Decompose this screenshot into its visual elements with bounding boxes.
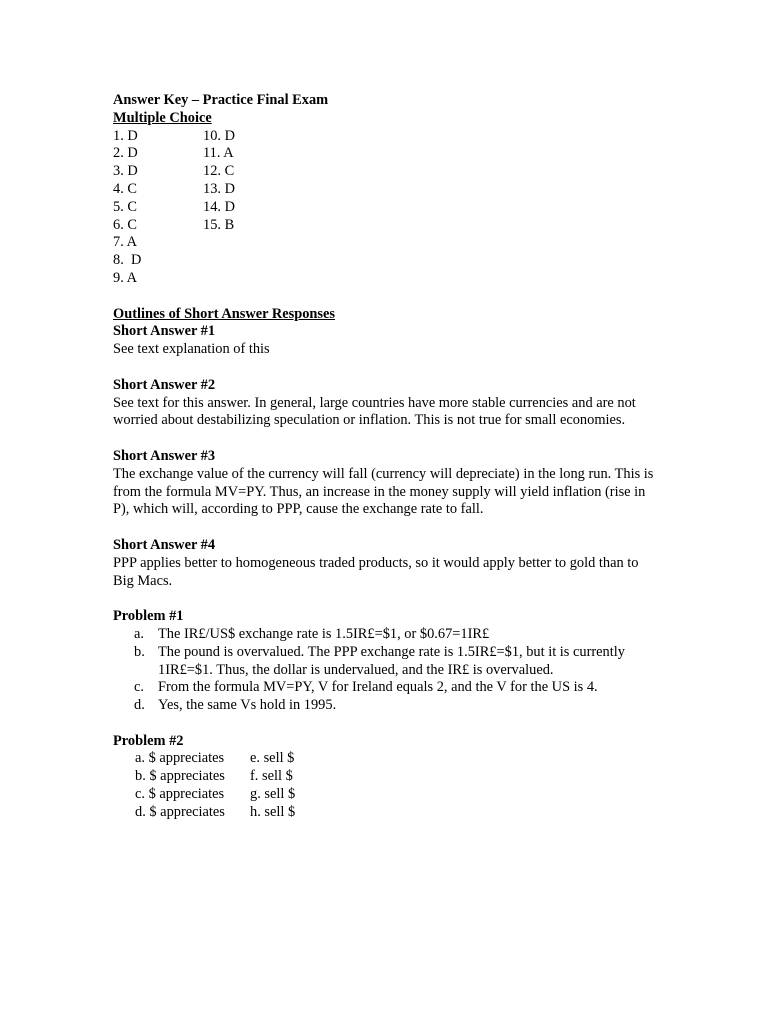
mc-answer: 2. D <box>113 145 138 162</box>
mc-row <box>113 128 673 146</box>
mc-answer: 6. C <box>113 216 137 233</box>
short-answer-4 <box>113 537 673 590</box>
item-text: Yes, the same Vs hold in 1995. <box>158 697 337 714</box>
mc-answer: 9. A <box>113 269 137 286</box>
short-answer-text: See text for this answer. In general, large countries have more stable currencies and are not worried about destabilizing speculation or inflation. This is not true for small economies. <box>113 394 636 429</box>
p2-answer: c. $ appreciates <box>135 786 225 803</box>
item-text: The pound is overvalued. The PPP exchange rate is 1.5IR£=$1, but it is currently 1IR£=$1. Thus, the dollar is undervalued, and the IR£ is overvalued. <box>158 643 625 678</box>
mc-answer: 3. D <box>113 163 138 180</box>
short-answer-text: See text explanation of this <box>113 341 270 358</box>
short-answer-text: PPP applies better to homogeneous traded products, so it would apply better to gold than to Big Macs. <box>113 554 639 589</box>
multiple-choice-heading: Multiple Choice <box>113 109 212 126</box>
short-answer-2 <box>113 377 673 430</box>
mc-answer: 13. D <box>203 180 235 197</box>
mc-answer: 10. D <box>203 127 235 144</box>
mc-answer: 15. B <box>203 216 235 233</box>
mc-row <box>113 181 673 199</box>
p2-answer: e. sell $ <box>250 750 295 767</box>
item-text: From the formula MV=PY, V for Ireland equals 2, and the V for the US is 4. <box>158 679 598 696</box>
list-item <box>113 626 673 644</box>
item-text: The IR£/US$ exchange rate is 1.5IR£=$1, or $0.67=1IR£ <box>158 625 490 642</box>
mc-row <box>113 145 673 163</box>
short-answer-title: Short Answer #2 <box>113 376 216 393</box>
item-letter: d. <box>134 697 145 714</box>
list-item <box>113 644 673 680</box>
mc-answer: 7. A <box>113 234 137 251</box>
p2-answer: b. $ appreciates <box>135 768 225 785</box>
short-answer-title: Short Answer #4 <box>113 536 216 553</box>
mc-answer: 4. C <box>113 180 137 197</box>
mc-row <box>113 163 673 181</box>
mc-answer: 5. C <box>113 198 137 215</box>
short-answer-title: Short Answer #3 <box>113 447 216 464</box>
document-title: Answer Key – Practice Final Exam <box>113 92 329 108</box>
short-answer-3 <box>113 448 673 519</box>
mc-row <box>113 199 673 217</box>
short-answers-heading: Outlines of Short Answer Responses <box>113 305 336 322</box>
problem-title: Problem #2 <box>113 732 184 749</box>
item-letter: c. <box>134 679 144 696</box>
mc-row <box>113 252 673 270</box>
p2-answer: a. $ appreciates <box>135 750 225 767</box>
problem-title: Problem #1 <box>113 608 184 625</box>
mc-row <box>113 217 673 235</box>
p2-answer: f. sell $ <box>250 768 293 785</box>
short-answer-1 <box>113 323 673 359</box>
p2-answer: d. $ appreciates <box>135 803 225 820</box>
mc-answer: 12. C <box>203 163 235 180</box>
mc-row <box>113 270 673 288</box>
short-answer-title: Short Answer #1 <box>113 323 216 340</box>
p2-row <box>113 786 673 804</box>
list-item <box>113 679 673 697</box>
problem-2 <box>113 733 673 822</box>
multiple-choice-answers <box>113 128 673 288</box>
p2-row <box>113 768 673 786</box>
mc-answer: 11. A <box>203 145 234 162</box>
p2-answer: g. sell $ <box>250 786 296 803</box>
list-item <box>113 697 673 715</box>
p2-answer: h. sell $ <box>250 803 296 820</box>
p2-row <box>113 804 673 822</box>
mc-answer: 8. D <box>113 252 142 269</box>
answer-key-document <box>113 92 673 822</box>
problem-1-list <box>113 626 673 715</box>
p2-row <box>113 750 673 768</box>
mc-row <box>113 234 673 252</box>
short-answer-text: The exchange value of the currency will fall (currency will depreciate) in the long run. This is from the formula MV=PY. Thus, an increase in the money supply will yield inflation (rise in P), which will, according to PPP, cause the exchange rate to fall. <box>113 465 654 518</box>
problem-1 <box>113 608 673 715</box>
item-letter: a. <box>134 625 144 642</box>
mc-answer: 1. D <box>113 127 138 144</box>
item-letter: b. <box>134 643 145 660</box>
mc-answer: 14. D <box>203 198 235 215</box>
